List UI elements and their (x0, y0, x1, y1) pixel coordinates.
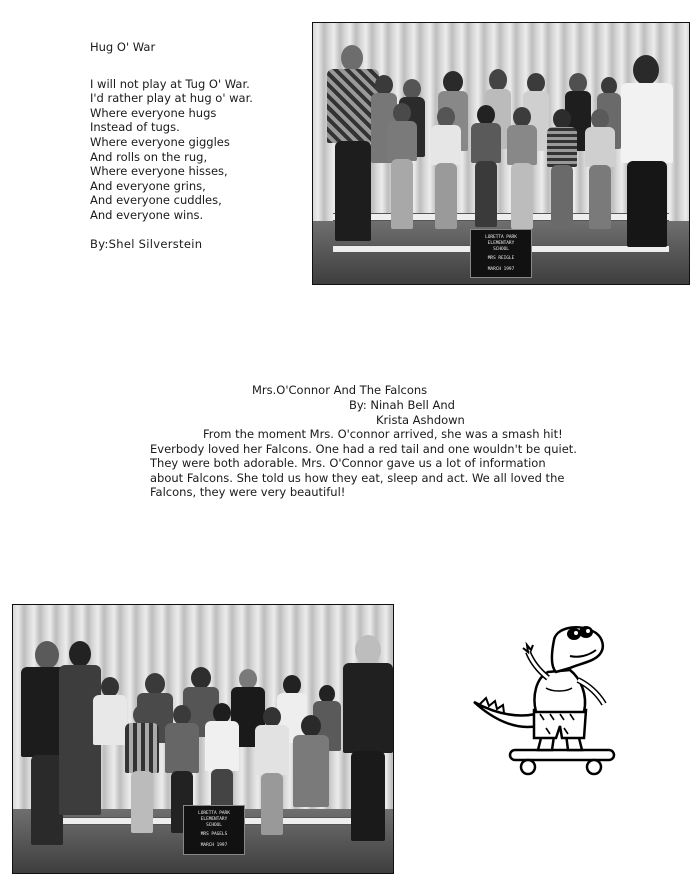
poem-line: And rolls on the rug, (90, 149, 208, 164)
sign-line: ELEMENTARY (487, 241, 515, 246)
class-photo-top (312, 22, 690, 285)
sign-line: MRS REIGLE (487, 256, 515, 261)
class-sign (470, 229, 532, 278)
poem (90, 40, 300, 251)
class-sign (183, 805, 245, 855)
poem-line: And everyone cuddles, (90, 193, 222, 208)
article-title: Mrs.O'Connor And The Falcons (252, 383, 428, 397)
poem-line: Where everyone giggles (90, 134, 230, 149)
sign-line: MARCH 1997 (487, 267, 515, 272)
skateboarding-dinosaur-icon (466, 622, 616, 787)
article-line: Falcons, they were very beautiful! (150, 485, 346, 500)
article-line: From the moment Mrs. O'connor arrived, she was a smash hit! (203, 427, 563, 441)
article-author: By: Ninah Bell And (349, 398, 455, 412)
poem-line: Where everyone hisses, (90, 164, 228, 179)
poem-author: By:Shel Silverstein (90, 236, 203, 251)
sign-line: MARCH 1997 (200, 843, 228, 848)
article-line: They were both adorable. Mrs. O'Connor gave us a lot of information (150, 456, 546, 471)
article-line: about Falcons. She told us how they eat, sleep and act. We all loved the (150, 470, 565, 485)
article-author: Krista Ashdown (376, 413, 465, 427)
sign-line: MRS PAGELS (200, 832, 228, 837)
poem-title: Hug O' War (90, 40, 156, 54)
poem-line: I'd rather play at hug o' war. (90, 91, 253, 106)
poem-line: Instead of tugs. (90, 120, 180, 135)
sign-line: SCHOOL (206, 823, 222, 828)
article-body (150, 427, 577, 500)
class-photo-bottom (12, 604, 394, 874)
poem-line: And everyone wins. (90, 207, 204, 222)
sign-line: LORETTA PARK (198, 811, 230, 816)
poem-line: I will not play at Tug O' War. (90, 76, 250, 91)
article-line: Everbody loved her Falcons. One had a red tail and one wouldn't be quiet. (150, 441, 577, 456)
sign-line: ELEMENTARY (200, 817, 228, 822)
poem-line: And everyone grins, (90, 178, 206, 193)
sign-line: SCHOOL (493, 247, 509, 252)
poem-line: Where everyone hugs (90, 105, 217, 120)
riser (333, 213, 669, 221)
sign-line: LORETTA PARK (485, 235, 517, 240)
